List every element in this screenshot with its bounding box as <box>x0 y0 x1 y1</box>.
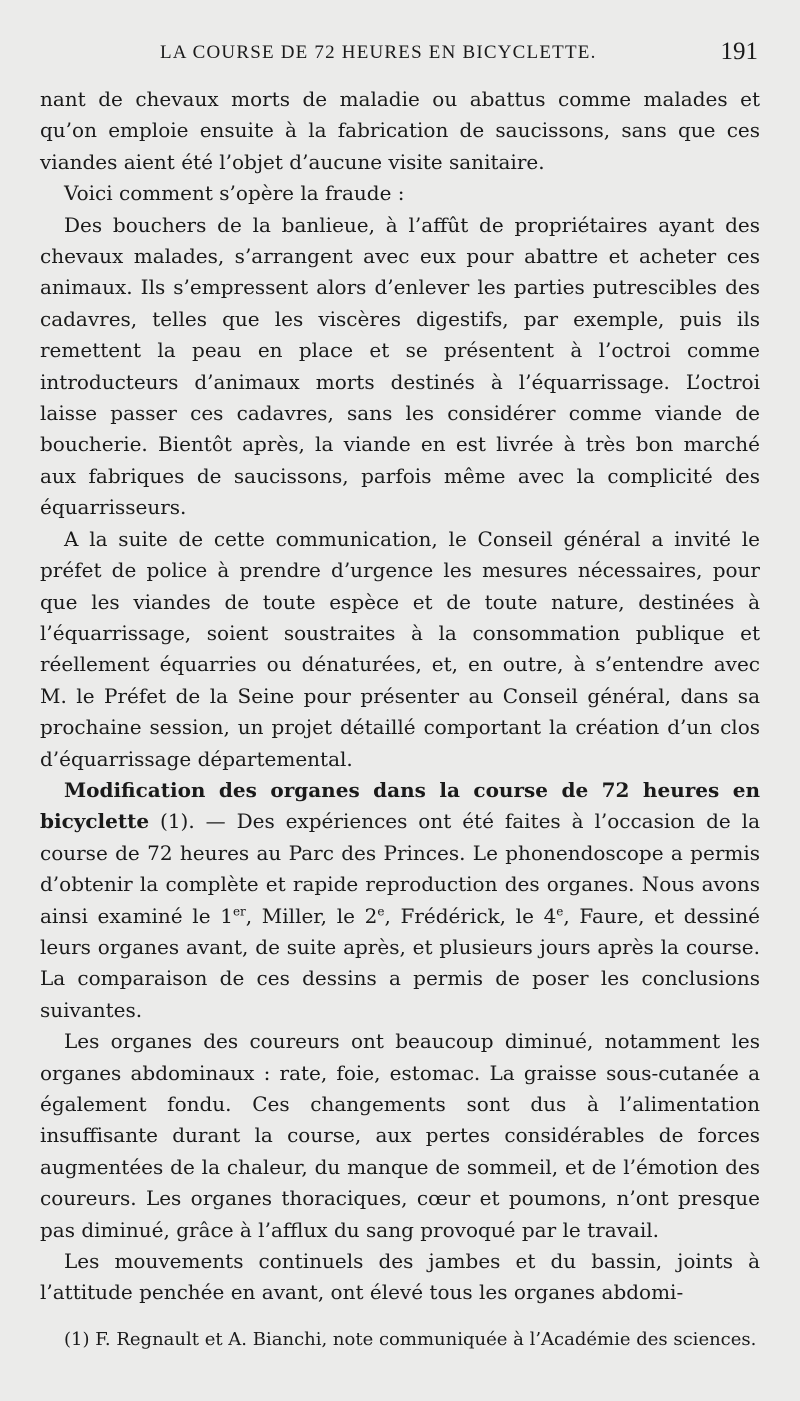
rank-1: 1 <box>220 903 233 928</box>
footnote: (1) F. Regnault et A. Bianchi, note communiquée à l’Académie des sciences. <box>64 1328 757 1350</box>
rank-2: 2 <box>364 903 378 928</box>
paragraph-fraud-description: Des bouchers de la banlieue, à l’affût de propriétaires ayant des chevaux malades, s’arrangent avec eux pour abattre et acheter ces animaux. Ils s’empressent alors d’enlever les parties putrescibles des cadavres, telles que les viscères digestifs, par exemple, puis ils remettent la peau en place et se présentent à l’octroi comme introducteurs d’animaux morts destinés à l’équarrissage. L’octroi laisse passer ces cadavres, sans les considérer comme viande de boucherie. Bientôt après, la viande en est livrée à très bon marché aux fabriques de saucissons, parfois même avec la complicité des équarrisseurs. <box>40 212 760 520</box>
section-rest: , Faure, et dessiné leurs organes avant, de suite après, et plusieurs jours après la course. La comparaison de ces dessins a permis de poser les conclusions suivantes. <box>40 903 760 1022</box>
body-text <box>40 84 760 1309</box>
paragraph-movements: Les mouvements continuels des jambes et du bassin, joints à l’attitude penchée en avant, ont élevé tous les organes abdomi- <box>40 1249 760 1305</box>
running-header <box>40 34 760 70</box>
rank-2-sup: e <box>377 903 385 918</box>
rank-4: 4 <box>543 903 557 928</box>
section-intro: — Des expériences ont été faites à l’occasion de la course de 72 heures au Parc des Princes. Le phonendoscope a permis d’obtenir la complète et rapide reproduction des organes. Nous avons ainsi examiné le <box>40 809 760 928</box>
paragraph-continuation: nant de chevaux morts de maladie ou abattus comme malades et qu’on emploie ensuite à la fabrication de saucissons, sans que ces viandes aient été l’objet d’aucune visite sanitaire. <box>40 87 760 174</box>
paragraph-council-decision: A la suite de cette communication, le Conseil général a invité le préfet de police à prendre d’urgence les mesures nécessaires, pour que les viandes de toute espèce et de toute nature, destinées à l’équarrissage, soient soustraites à la consommation publique et réellement équarries ou dénaturées, et, en outre, à s’entendre avec M. le Préfet de la Seine pour présenter au Conseil général, dans sa prochaine session, un projet détaillé comportant la création d’un clos d’équarrissage départemental. <box>40 526 760 771</box>
footnote-ref: (1). <box>160 809 195 834</box>
paragraph-fraud-intro: Voici comment s’opère la fraude : <box>64 181 405 206</box>
rider-frederick: , Frédérick, le <box>384 903 544 928</box>
rank-1-sup: er <box>232 903 246 918</box>
page-number: 191 <box>720 38 758 65</box>
rank-4-sup: e <box>556 903 564 918</box>
rider-miller: , Miller, le <box>245 903 365 928</box>
section-paragraph <box>40 775 760 1026</box>
section-title: Modification des organes dans la course de 72 heures en bicyclette <box>40 777 760 834</box>
running-title: LA COURSE DE 72 HEURES EN BICYCLETTE. <box>160 42 597 63</box>
paragraph-organ-changes: Les organes des coureurs ont beaucoup diminué, notamment les organes abdominaux : rate, foie, estomac. La graisse sous-cutanée a également fondu. Ces changements sont dus à l’alimentation insuffisante durant la course, aux pertes considérables de forces augmentées de la chaleur, du manque de sommeil, et de l’émotion des coureurs. Les organes thoraciques, cœur et poumons, n’ont presque pas diminué, grâce à l’afflux du sang provoqué par le travail. <box>40 1029 760 1242</box>
